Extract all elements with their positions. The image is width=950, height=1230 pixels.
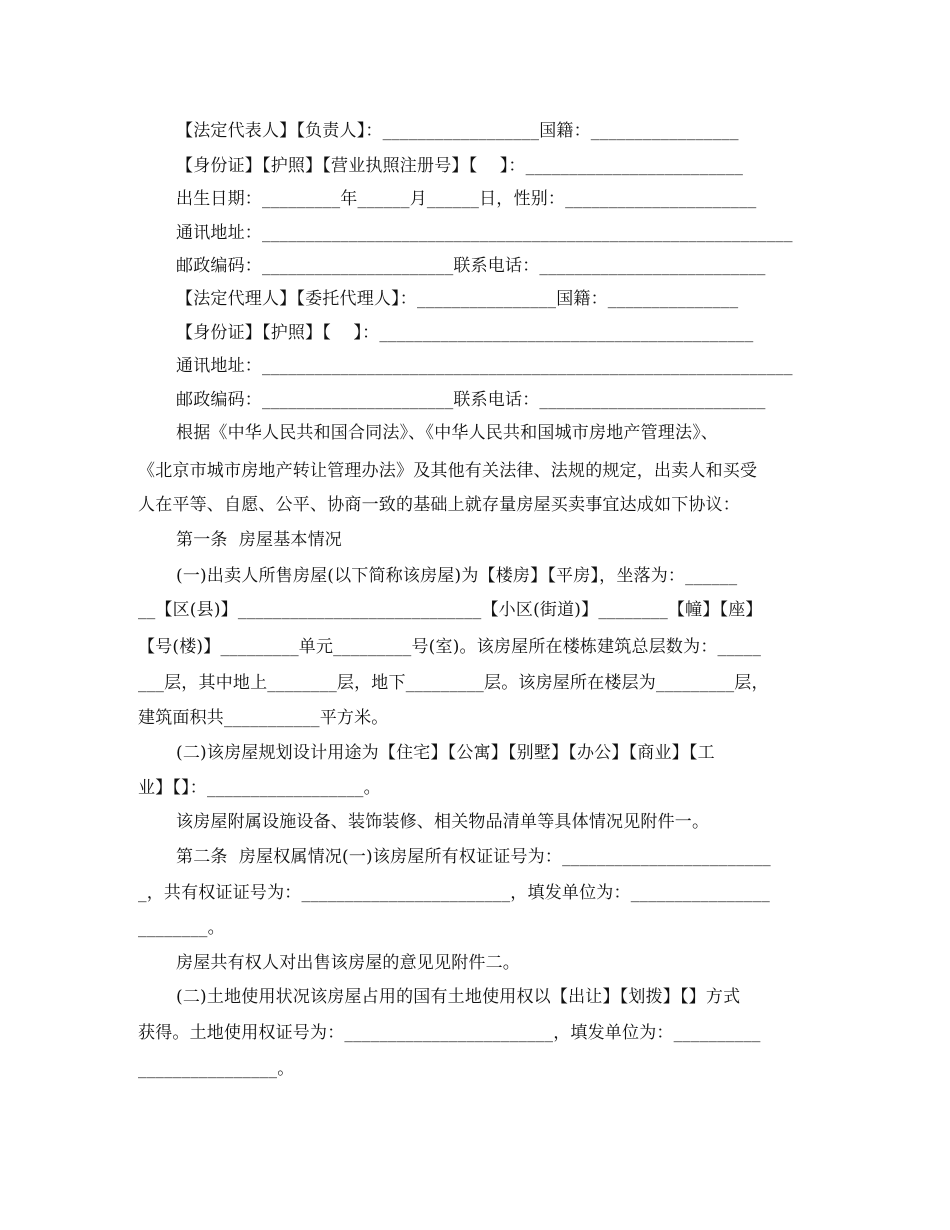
article-2-note: 房屋共有权人对出售该房屋的意见见附件二。 <box>176 953 520 973</box>
birth-date-line: 出生日期：_________年______月______日，性别：______________________ <box>176 189 757 209</box>
postcode-phone-line: 邮政编码：______________________联系电话：__________________________ <box>176 256 766 276</box>
article-2-line-2: _，共有权证证号为：________________________，填发单位为：________________ <box>138 883 770 903</box>
id-document-line: 【身份证】【护照】【营业执照注册号】【 】：_________________________ <box>176 156 744 176</box>
preamble-line-2: 《北京市城市房地产转让管理办法》及其他有关法律、法规的规定，出卖人和买受 <box>138 461 758 481</box>
preamble-line-1: 根据《中华人民共和国合同法》、《中华人民共和国城市房地产管理法》、 <box>176 423 719 443</box>
article-2-line-3: ________。 <box>138 918 225 938</box>
article-2-p2-line-1: (二)土地使用状况该房屋占用的国有土地使用权以【出让】【划拨】【】方式 <box>176 987 741 1007</box>
article-1-p1-line-2: __【区(县)】____________________________【小区(街道)】________【幢】【座】 <box>138 600 763 620</box>
preamble-line-3: 人在平等、自愿、公平、协商一致的基础上就存量房屋买卖事宜达成如下协议： <box>138 495 740 515</box>
article-1-p2-line-1: (二)该房屋规划设计用途为【住宅】【公寓】【别墅】【办公】【商业】【工 <box>176 743 715 763</box>
agent-line: 【法定代理人】【委托代理人】：________________国籍：_______________ <box>176 289 739 309</box>
agent-id-document-line: 【身份证】【护照】【 】：___________________________________________ <box>176 323 754 343</box>
article-1-p1-line-1: (一)出卖人所售房屋(以下简称该房屋)为【楼房】【平房】，坐落为：______ <box>176 566 738 586</box>
agent-address-line: 通讯地址：_____________________________________________________________ <box>176 356 793 376</box>
article-1-p2-line-2: 业】【】：__________________。 <box>138 778 381 798</box>
article-1-p1-line-4: ___层，其中地上________层，地下_________层。该房屋所在楼层为_________层， <box>138 673 769 693</box>
article-2-line-1: 第二条 房屋权属情况(一)该房屋所有权证证号为：________________________ <box>176 847 771 867</box>
article-1-note: 该房屋附属设施设备、装饰装修、相关物品清单等具体情况见附件一。 <box>176 812 710 832</box>
article-2-p2-line-2: 获得。土地使用权证号为：________________________，填发单位为：__________ <box>138 1023 761 1043</box>
article-1-title: 第一条 房屋基本情况 <box>176 530 343 550</box>
article-1-p1-line-3: 【号(楼)】_________单元_________号(室)。该房屋所在楼栋建筑总层数为：_____ <box>138 637 762 657</box>
legal-representative-line: 【法定代表人】【负责人】：__________________国籍：_________________ <box>176 121 739 141</box>
agent-postcode-phone-line: 邮政编码：______________________联系电话：__________________________ <box>176 390 766 410</box>
address-line: 通讯地址：_____________________________________________________________ <box>176 223 793 243</box>
article-1-p1-line-5: 建筑面积共___________平方米。 <box>138 708 389 728</box>
article-2-p2-line-3: ________________。 <box>138 1059 295 1079</box>
